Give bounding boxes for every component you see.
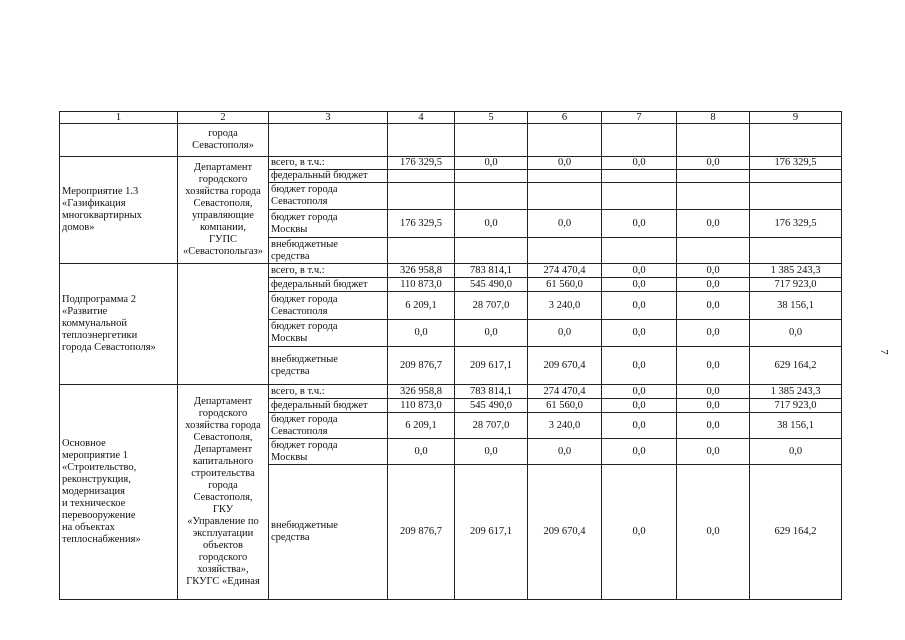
- value-cell: 176 329,5: [750, 210, 842, 238]
- funding-source-cell: внебюджетные средства: [269, 347, 388, 385]
- value-cell: 0,0: [750, 439, 842, 465]
- cont-name-cell: [60, 124, 178, 157]
- cont-value-cell: [677, 124, 750, 157]
- value-cell: [750, 170, 842, 183]
- value-cell: 0,0: [602, 439, 677, 465]
- cont-value-cell: [388, 124, 455, 157]
- value-cell: 0,0: [602, 210, 677, 238]
- value-cell: 0,0: [528, 210, 602, 238]
- header-cell: 8: [677, 112, 750, 124]
- value-cell: [528, 238, 602, 264]
- value-cell: 3 240,0: [528, 413, 602, 439]
- funding-source-cell: всего, в т.ч.:: [269, 264, 388, 278]
- table-row: [60, 157, 842, 170]
- value-cell: 0,0: [602, 465, 677, 600]
- value-cell: 629 164,2: [750, 347, 842, 385]
- item-name-cell: Основное мероприятие 1 «Строительство, реконструкция, модернизация и техническое перевооружение на объектах теплоснабжения»: [60, 385, 178, 600]
- value-cell: [677, 170, 750, 183]
- value-cell: [455, 170, 528, 183]
- value-cell: [528, 183, 602, 210]
- value-cell: 0,0: [677, 347, 750, 385]
- funding-source-cell: всего, в т.ч.:: [269, 385, 388, 399]
- value-cell: 176 329,5: [750, 157, 842, 170]
- value-cell: 0,0: [677, 320, 750, 347]
- value-cell: 0,0: [677, 157, 750, 170]
- funding-source-cell: федеральный бюджет: [269, 399, 388, 413]
- value-cell: 6 209,1: [388, 413, 455, 439]
- header-row: [60, 112, 842, 124]
- table-row: [60, 264, 842, 278]
- value-cell: 0,0: [602, 264, 677, 278]
- funding-source-cell: внебюджетные средства: [269, 238, 388, 264]
- value-cell: 0,0: [602, 157, 677, 170]
- value-cell: 28 707,0: [455, 292, 528, 320]
- funding-source-cell: бюджет города Севастополя: [269, 183, 388, 210]
- value-cell: 0,0: [388, 320, 455, 347]
- value-cell: 0,0: [602, 278, 677, 292]
- value-cell: 1 385 243,3: [750, 264, 842, 278]
- header-cell: 3: [269, 112, 388, 124]
- value-cell: 0,0: [455, 320, 528, 347]
- value-cell: 545 490,0: [455, 278, 528, 292]
- value-cell: 0,0: [677, 385, 750, 399]
- funding-source-cell: бюджет города Севастополя: [269, 413, 388, 439]
- value-cell: 176 329,5: [388, 210, 455, 238]
- executor-cell: Департамент городского хозяйства города Севастополя, Департамент капитального строительства города Севастополя, ГКУ «Управление по эксплуатации объектов городского хозяйства», ГКУГС «Единая: [178, 385, 269, 600]
- cont-value-cell: [602, 124, 677, 157]
- value-cell: 0,0: [602, 399, 677, 413]
- value-cell: 0,0: [528, 320, 602, 347]
- value-cell: 0,0: [602, 385, 677, 399]
- value-cell: 209 670,4: [528, 347, 602, 385]
- value-cell: 326 958,8: [388, 264, 455, 278]
- header-cell: 7: [602, 112, 677, 124]
- value-cell: [750, 183, 842, 210]
- header-cell: 9: [750, 112, 842, 124]
- value-cell: 38 156,1: [750, 413, 842, 439]
- value-cell: [677, 183, 750, 210]
- value-cell: [388, 238, 455, 264]
- value-cell: 209 617,1: [455, 465, 528, 600]
- cont-value-cell: [455, 124, 528, 157]
- table-body: [60, 112, 842, 600]
- value-cell: 209 617,1: [455, 347, 528, 385]
- header-cell: 6: [528, 112, 602, 124]
- executor-cell: Департамент городского хозяйства города Севастополя, управляющие компании, ГУПС «Севастопольгаз»: [178, 157, 269, 264]
- value-cell: [677, 238, 750, 264]
- value-cell: 61 560,0: [528, 278, 602, 292]
- value-cell: 783 814,1: [455, 385, 528, 399]
- value-cell: 0,0: [528, 439, 602, 465]
- value-cell: 0,0: [677, 278, 750, 292]
- value-cell: 0,0: [677, 264, 750, 278]
- value-cell: 717 923,0: [750, 399, 842, 413]
- funding-source-cell: всего, в т.ч.:: [269, 157, 388, 170]
- value-cell: 0,0: [602, 347, 677, 385]
- page-number: 7: [877, 349, 890, 355]
- value-cell: [602, 238, 677, 264]
- cont-value-cell: [528, 124, 602, 157]
- value-cell: 0,0: [677, 399, 750, 413]
- value-cell: 176 329,5: [388, 157, 455, 170]
- value-cell: [528, 170, 602, 183]
- value-cell: 0,0: [602, 292, 677, 320]
- cont-value-cell: [750, 124, 842, 157]
- value-cell: 326 958,8: [388, 385, 455, 399]
- value-cell: 0,0: [602, 320, 677, 347]
- value-cell: 0,0: [677, 210, 750, 238]
- value-cell: 209 876,7: [388, 465, 455, 600]
- value-cell: 0,0: [602, 413, 677, 439]
- cont-source-cell: [269, 124, 388, 157]
- table-row: [60, 385, 842, 399]
- value-cell: 274 470,4: [528, 264, 602, 278]
- header-cell: 5: [455, 112, 528, 124]
- item-name-cell: Мероприятие 1.3 «Газификация многоквартирных домов»: [60, 157, 178, 264]
- continuation-row: [60, 124, 842, 157]
- funding-source-cell: бюджет города Севастополя: [269, 292, 388, 320]
- value-cell: 629 164,2: [750, 465, 842, 600]
- value-cell: [750, 238, 842, 264]
- funding-source-cell: федеральный бюджет: [269, 170, 388, 183]
- value-cell: [455, 183, 528, 210]
- value-cell: 61 560,0: [528, 399, 602, 413]
- value-cell: 783 814,1: [455, 264, 528, 278]
- value-cell: 209 670,4: [528, 465, 602, 600]
- value-cell: 0,0: [677, 439, 750, 465]
- header-cell: 2: [178, 112, 269, 124]
- budget-table: [59, 111, 842, 600]
- executor-cell: [178, 264, 269, 385]
- header-cell: 1: [60, 112, 178, 124]
- cont-executor-cell: города Севастополя»: [178, 124, 269, 157]
- funding-source-cell: федеральный бюджет: [269, 278, 388, 292]
- value-cell: 0,0: [455, 157, 528, 170]
- value-cell: [602, 183, 677, 210]
- funding-source-cell: бюджет города Москвы: [269, 210, 388, 238]
- header-cell: 4: [388, 112, 455, 124]
- funding-source-cell: внебюджетные средства: [269, 465, 388, 600]
- value-cell: 274 470,4: [528, 385, 602, 399]
- value-cell: 110 873,0: [388, 278, 455, 292]
- value-cell: 3 240,0: [528, 292, 602, 320]
- value-cell: [388, 170, 455, 183]
- value-cell: 0,0: [528, 157, 602, 170]
- value-cell: 0,0: [388, 439, 455, 465]
- funding-source-cell: бюджет города Москвы: [269, 439, 388, 465]
- value-cell: [602, 170, 677, 183]
- value-cell: 1 385 243,3: [750, 385, 842, 399]
- funding-source-cell: бюджет города Москвы: [269, 320, 388, 347]
- item-name-cell: Подпрограмма 2 «Развитие коммунальной теплоэнергетики города Севастополя»: [60, 264, 178, 385]
- value-cell: 38 156,1: [750, 292, 842, 320]
- value-cell: 0,0: [677, 465, 750, 600]
- value-cell: [455, 238, 528, 264]
- value-cell: 717 923,0: [750, 278, 842, 292]
- value-cell: 545 490,0: [455, 399, 528, 413]
- value-cell: 0,0: [677, 292, 750, 320]
- value-cell: 28 707,0: [455, 413, 528, 439]
- value-cell: 6 209,1: [388, 292, 455, 320]
- value-cell: 0,0: [677, 413, 750, 439]
- value-cell: [388, 183, 455, 210]
- value-cell: 110 873,0: [388, 399, 455, 413]
- value-cell: 0,0: [455, 210, 528, 238]
- value-cell: 0,0: [750, 320, 842, 347]
- value-cell: 209 876,7: [388, 347, 455, 385]
- value-cell: 0,0: [455, 439, 528, 465]
